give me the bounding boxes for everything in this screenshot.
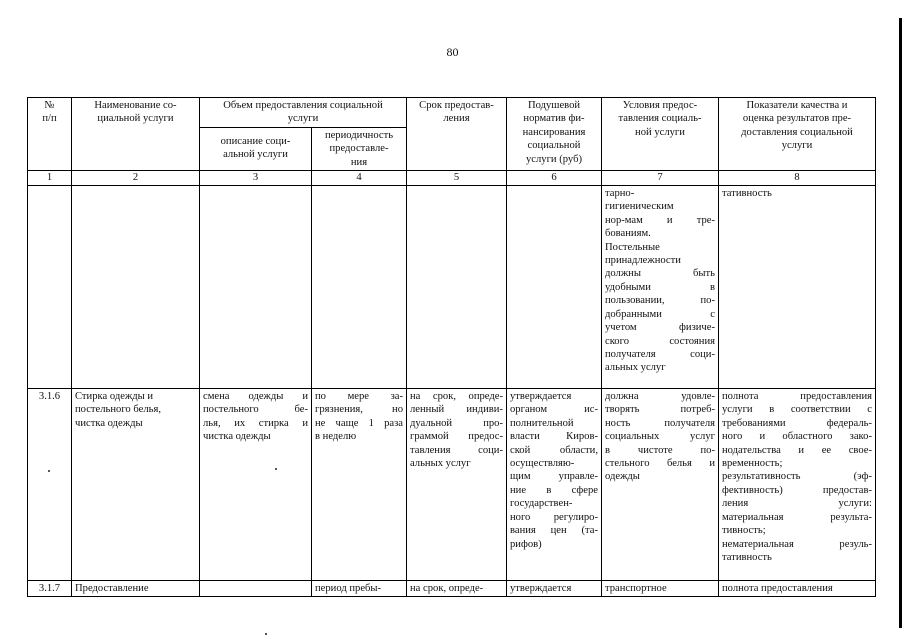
service-name (72, 389, 200, 581)
text-line: грязнения, но (315, 404, 403, 416)
header-conditions (602, 98, 719, 171)
column-number: 7 (602, 171, 719, 186)
text-line: оценка результатов пре- (742, 113, 852, 125)
service-term (407, 186, 507, 389)
text-line: ной услуги (635, 126, 685, 138)
text-line: Объем предоставления социальной (223, 100, 383, 111)
text-line: власти Киров- (510, 431, 598, 443)
text-line: должна удовле- (605, 391, 715, 403)
text-line: чистка одежды (203, 431, 271, 443)
service-term (407, 581, 507, 597)
text-line: в чистоте по- (605, 444, 715, 456)
text-line: фективность) предостав- (722, 484, 872, 496)
header-periodicity (312, 127, 407, 170)
service-indicators (719, 581, 876, 597)
service-conditions (602, 389, 719, 581)
service-term (407, 389, 507, 581)
text-line: нематериальная резуль- (722, 538, 872, 550)
text-line: постельного белья, (75, 404, 161, 416)
text-line: тативность (722, 188, 772, 200)
text-line: лья, их стирка и (203, 417, 308, 429)
text-line: ного и областного зако- (722, 431, 872, 443)
header-term (407, 98, 507, 171)
text-line: тарно- (605, 188, 635, 200)
text-line: доставления социальной (741, 126, 853, 138)
text-line: временность; (722, 458, 783, 470)
text-line: добранными с (605, 308, 715, 320)
text-line: ние в сфере (510, 484, 598, 496)
text-line: Срок предостав- (419, 100, 494, 111)
text-line: Условия предос- (622, 100, 698, 111)
text-line: альной услуги (223, 149, 288, 161)
column-number: 1 (28, 171, 72, 186)
header-num (28, 98, 72, 171)
text-line: органом ис- (510, 404, 598, 416)
service-description (200, 581, 312, 597)
service-number: 3.1.6 (28, 389, 72, 581)
text-line: Подушевой (527, 100, 581, 111)
text-line: граммой предос- (410, 431, 503, 443)
text-line: тавления социаль- (618, 113, 702, 125)
text-line: альных услуг (605, 362, 666, 374)
text-line: нодательства и ее свое- (722, 444, 872, 456)
text-line: принадлежности (605, 255, 681, 267)
column-number: 8 (719, 171, 876, 186)
service-periodicity (312, 581, 407, 597)
text-line: стельного белья и (605, 458, 715, 470)
header-indicators (719, 98, 876, 171)
header-service-name (72, 98, 200, 171)
service-name (72, 186, 200, 389)
service-conditions (602, 186, 719, 389)
text-line: описание соци- (220, 135, 291, 147)
text-line: п/п (42, 113, 57, 125)
text-line: период пребы- (315, 583, 382, 595)
text-line: не чаще 1 раза (315, 417, 403, 429)
text-line: по мере за- (315, 391, 403, 403)
column-number: 6 (507, 171, 602, 186)
text-line: ного регулиро- (510, 511, 598, 523)
header-description (200, 127, 312, 170)
text-line: ской области, (510, 444, 598, 456)
text-line: социальной (527, 140, 581, 152)
text-line: удобными в (605, 281, 715, 293)
text-line: осуществляю- (510, 458, 575, 470)
text-line: должны быть (605, 268, 715, 280)
text-line: Показатели качества и (746, 100, 848, 111)
text-line: альных услуг (410, 458, 471, 470)
text-line: смена одежды и (203, 391, 308, 403)
table-row (28, 581, 876, 597)
text-line: социальных услуг (605, 431, 715, 443)
service-number: 3.1.7 (28, 581, 72, 597)
text-line: пользовании, по- (605, 295, 715, 307)
text-line: ления услуги: (722, 498, 872, 510)
service-number (28, 186, 72, 389)
column-number: 5 (407, 171, 507, 186)
text-line: транспортное (605, 583, 667, 595)
text-line: вания цен (та- (510, 525, 598, 537)
text-line: № (44, 100, 55, 111)
service-norm (507, 581, 602, 597)
column-number-row (28, 171, 876, 186)
text-line: услуги (руб) (525, 153, 582, 165)
scan-speck (265, 633, 267, 635)
text-line: на срок, опреде- (410, 583, 484, 595)
page-number: 80 (446, 45, 459, 59)
service-description (200, 389, 312, 581)
service-name (72, 581, 200, 597)
text-line: тивность; (722, 525, 766, 537)
text-line: одежды (605, 471, 640, 483)
text-line: тавления соци- (410, 444, 503, 456)
text-line: творять потреб- (605, 404, 715, 416)
service-norm (507, 186, 602, 389)
text-line: ния (350, 156, 368, 168)
text-line: тативность (722, 551, 772, 563)
service-periodicity (312, 186, 407, 389)
page-edge-bar (899, 18, 902, 628)
services-table (27, 97, 876, 597)
text-line: получателя соци- (605, 348, 715, 360)
service-description (200, 186, 312, 389)
text-line: государствен- (510, 498, 573, 510)
text-line: требованиями федераль- (722, 417, 872, 429)
text-line: щим управле- (510, 471, 598, 483)
text-line: гигиеническим (605, 201, 674, 213)
text-line: Постельные (605, 241, 660, 253)
column-number: 2 (72, 171, 200, 186)
text-line: ленный индиви- (410, 404, 503, 416)
text-line: полнота предоставления (722, 391, 872, 403)
service-periodicity (312, 389, 407, 581)
table-row (28, 389, 876, 581)
service-indicators (719, 389, 876, 581)
text-line: циальной услуги (97, 113, 174, 125)
text-line: чистка одежды (75, 417, 143, 429)
text-line: ского состояния (605, 335, 715, 347)
header-volume (200, 98, 407, 128)
text-line: материальная результа- (722, 511, 872, 523)
text-line: услуги (287, 113, 319, 125)
header-norm (507, 98, 602, 171)
text-line: ления (443, 113, 470, 125)
text-line: нор-мам и тре- (605, 214, 715, 226)
text-line: дуальной про- (410, 417, 503, 429)
text-line: услуги в соответствии с (722, 404, 872, 416)
text-line: Предоставление (75, 583, 149, 595)
text-line: норматив фи- (523, 113, 585, 125)
text-line: утверждается (510, 391, 572, 403)
text-line: бованиям. (605, 228, 651, 240)
text-line: Стирка одежды и (75, 391, 154, 403)
table-row (28, 186, 876, 389)
text-line: рифов) (510, 538, 542, 550)
service-norm (507, 389, 602, 581)
text-line: учетом физиче- (605, 322, 715, 334)
text-line: утверждается (510, 583, 572, 595)
service-conditions (602, 581, 719, 597)
text-line: в неделю (315, 431, 357, 443)
text-line: полнительной (510, 417, 574, 429)
service-indicators (719, 186, 876, 389)
text-line: услуги (781, 140, 813, 152)
text-line: ность получателя (605, 417, 715, 429)
text-line: результативность (эф- (722, 471, 872, 483)
text-line: постельного бе- (203, 404, 308, 416)
text-line: предоставле- (329, 143, 389, 155)
text-line: нансирования (522, 126, 586, 138)
text-line: периодичность (324, 129, 394, 141)
column-number: 3 (200, 171, 312, 186)
column-number: 4 (312, 171, 407, 186)
text-line: полнота предоставления (722, 583, 833, 595)
text-line: Наименование со- (94, 100, 177, 111)
text-line: на срок, опреде- (410, 391, 503, 403)
